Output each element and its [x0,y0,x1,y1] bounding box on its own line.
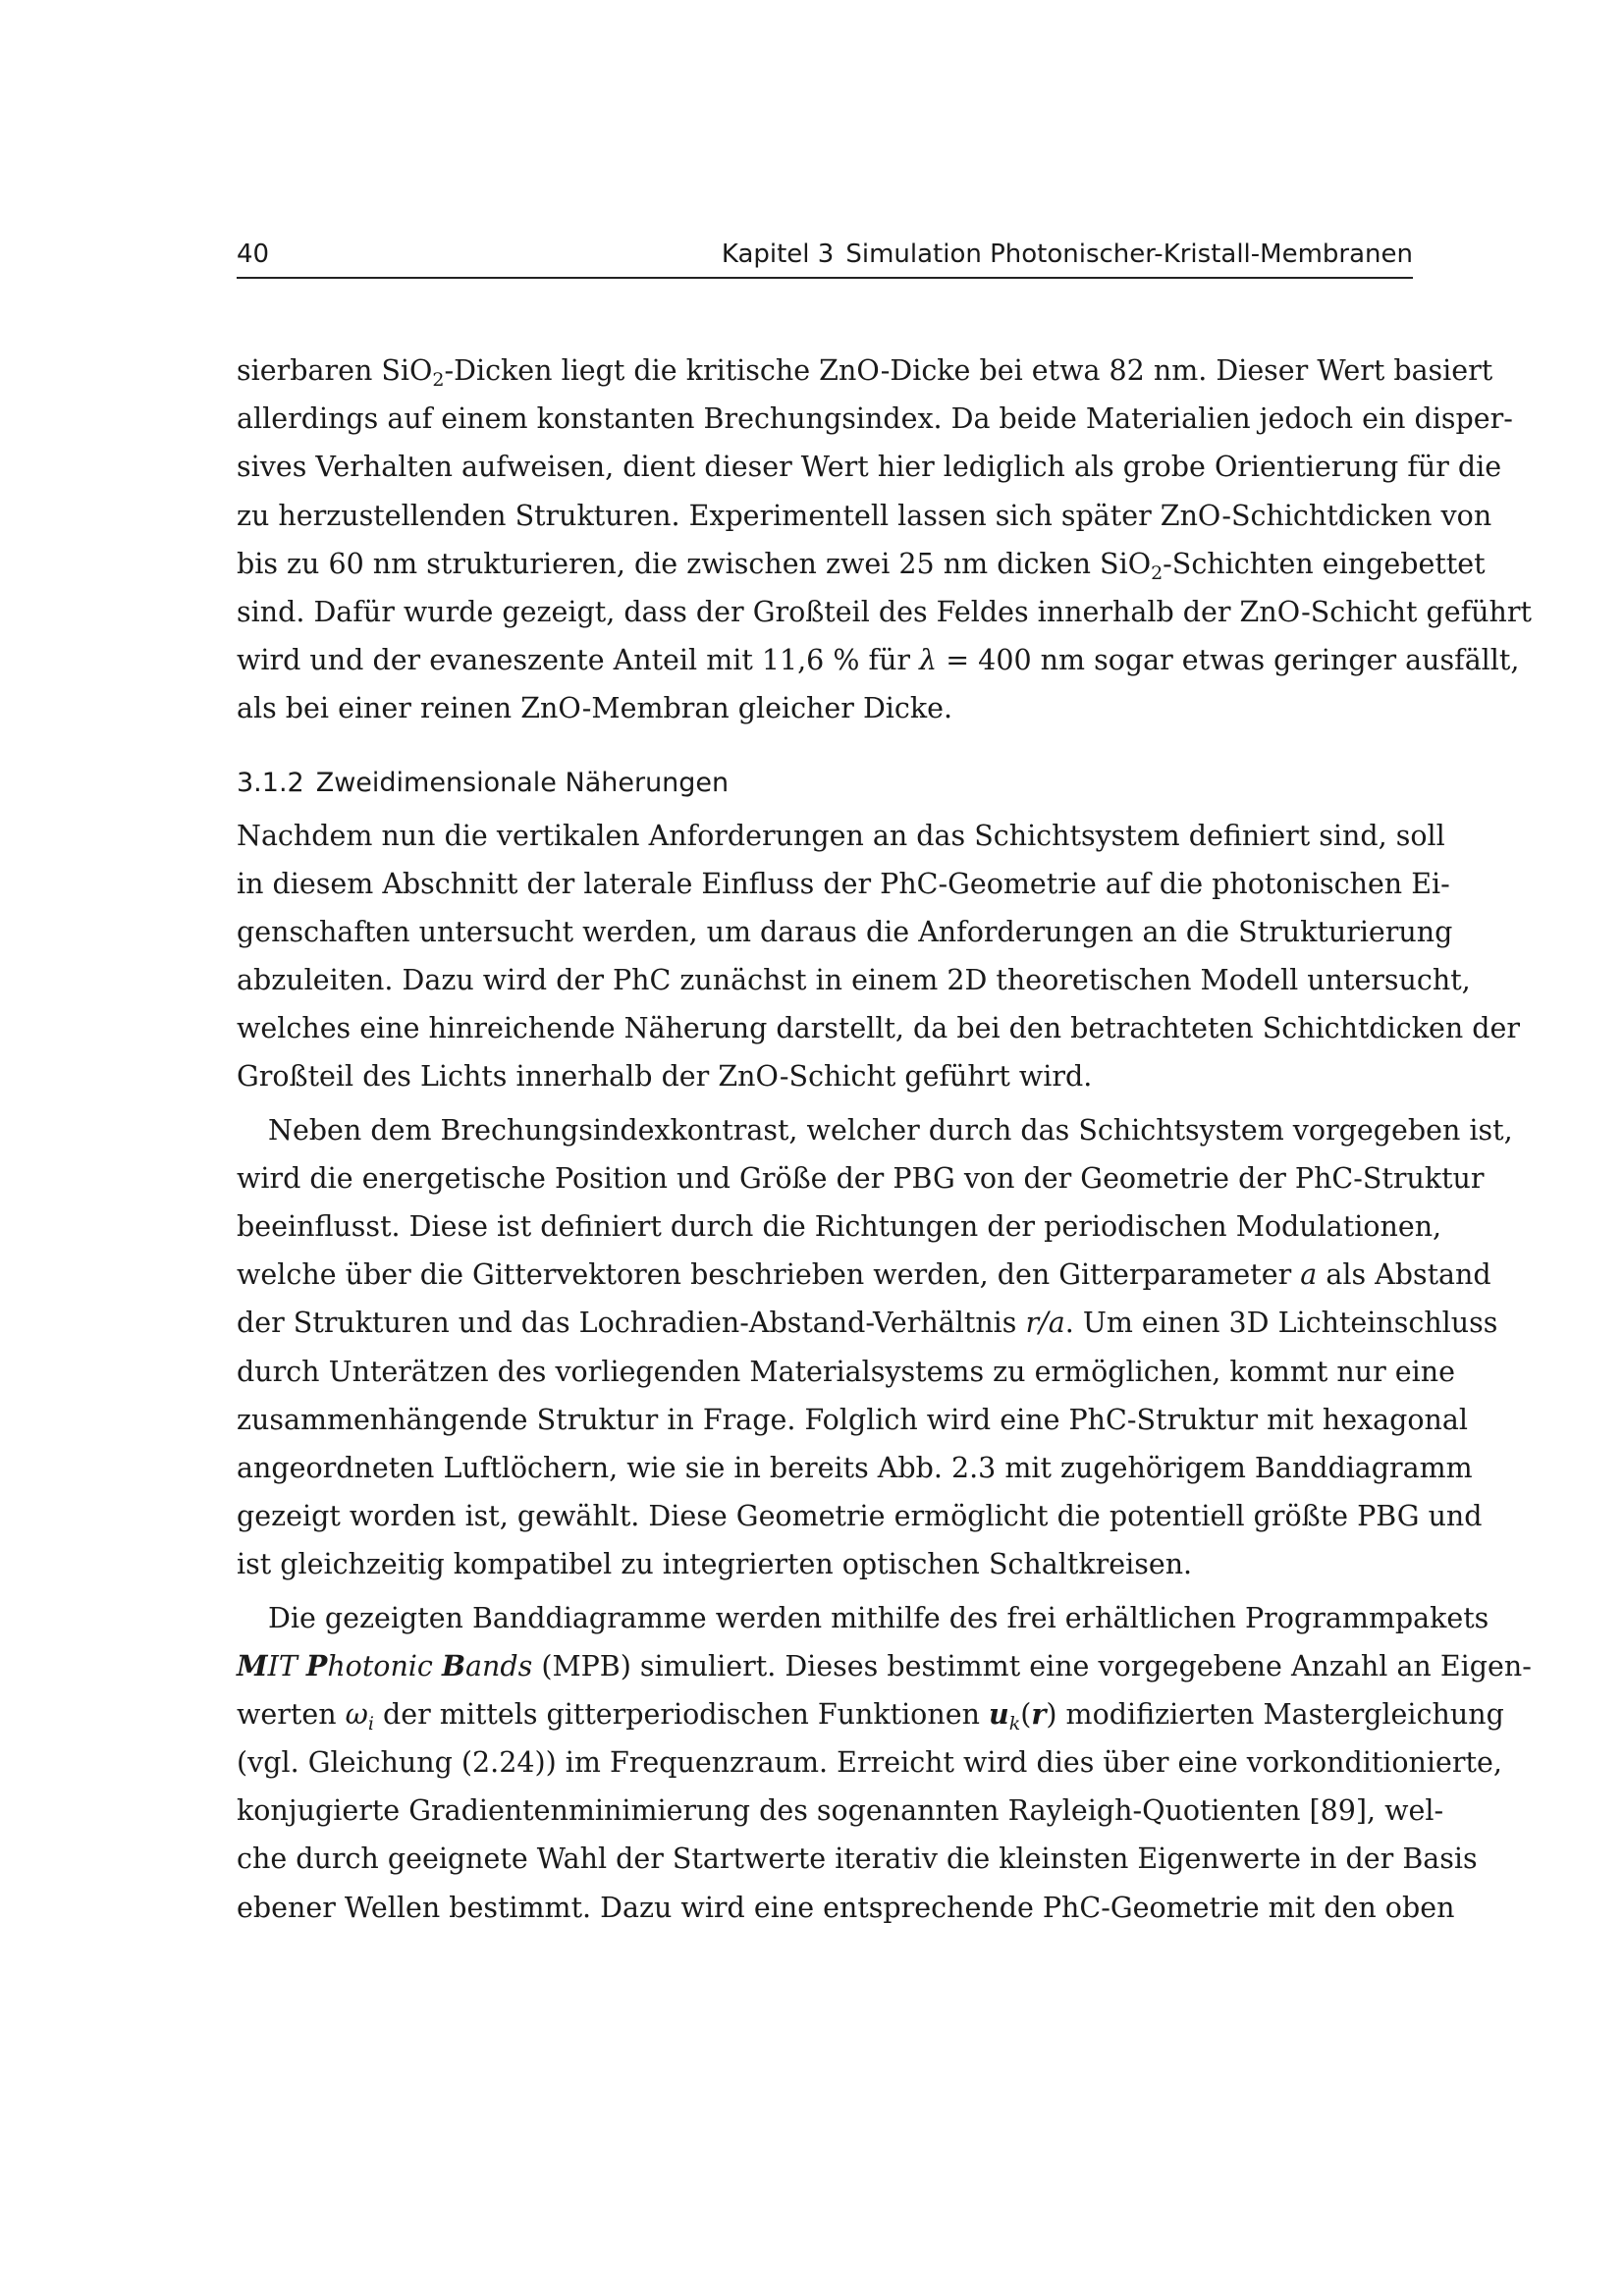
text-line: bis zu 60 nm strukturieren, die zwischen zwei 25 nm dicken SiO$_2$-Schichten eingebettet [237,547,1486,584]
paragraph-2 [237,812,1521,1101]
text-line: ist gleichzeitig kompatibel zu integrierten optischen Schaltkreisen. [237,1548,1193,1581]
page-number: 40 [237,240,270,269]
text-line: angeordneten Luftlöchern, wie sie in bereits Abb. 2.3 mit zugehörigem Banddiagramm [237,1451,1473,1484]
text-line: werten $\omega_i$ der mittels gitterperiodischen Funktionen $u_k(r)$ modifizierten Mastergleichung [237,1696,1504,1735]
chapter-heading [722,238,1413,271]
text-line: sives Verhalten aufweisen, dient dieser Wert hier lediglich als grobe Orientierung für die [237,451,1502,484]
text-line: (vgl. Gleichung (2.24)) im Frequenzraum. Erreicht wird dies über eine vorkonditionierte, [237,1746,1502,1780]
text-line: abzuleiten. Dazu wird der PhC zunächst in einem 2D theoretischen Modell untersucht, [237,964,1471,997]
section-heading [237,767,1413,800]
text-line: beeinflusst. Diese ist definiert durch die Richtungen der periodischen Modulationen, [237,1210,1442,1243]
text-line: che durch geeignete Wahl der Startwerte iterativ die kleinsten Eigenwerte in der Basis [237,1842,1478,1876]
text-line: sierbaren SiO$_2$-Dicken liegt die kritische ZnO-Dicke bei etwa 82 nm. Dieser Wert basiert [237,354,1493,391]
text-line: wird die energetische Position und Größe der PBG von der Geometrie der PhC-Struktur [237,1161,1485,1195]
chapter-title: Simulation Photonischer-Kristall-Membranen [845,240,1413,269]
chapter-label: Kapitel 3 [721,240,835,269]
text-line: allerdings auf einem konstanten Brechungsindex. Da beide Materialien jedoch ein disper- [237,402,1513,436]
text-line: welches eine hinreichende Näherung darstellt, da bei den betrachteten Schichtdicken der [237,1012,1521,1045]
text-line: durch Unterätzen des vorliegenden Materialsystems zu ermöglichen, kommt nur eine [237,1355,1455,1388]
text-line: wird und der evaneszente Anteil mit 11,6 % für λ = 400 nm sogar etwas geringer ausfällt, [237,644,1520,677]
section-number: 3.1.2 [237,767,304,798]
text-line: Die gezeigten Banddiagramme werden mithilfe des frei erhältlichen Programmpakets [268,1601,1489,1634]
paragraph-4 [237,1594,1532,1932]
running-header [237,238,1413,279]
paragraph-3 [237,1106,1513,1589]
text-line: als bei einer reinen ZnO-Membran gleicher Dicke. [237,692,953,725]
section-title: Zweidimensionale Näherungen [315,767,730,798]
text-line: der Strukturen und das Lochradien-Abstand-Verhältnis r/a. Um einen 3D Lichteinschluss [237,1307,1498,1340]
text-line: konjugierte Gradientenminimierung des sogenannten Rayleigh-Quotienten [89], wel- [237,1794,1444,1828]
text-line: Nachdem nun die vertikalen Anforderungen an das Schichtsystem definiert sind, soll [237,819,1445,852]
text-line: sind. Dafür wurde gezeigt, dass der Großteil des Feldes innerhalb der ZnO-Schicht geführt [237,595,1532,628]
text-line: zusammenhängende Struktur in Frage. Folglich wird eine PhC-Struktur mit hexagonal [237,1403,1468,1436]
text-line: Neben dem Brechungsindexkontrast, welcher durch das Schichtsystem vorgegeben ist, [268,1113,1513,1147]
body-text [237,347,1532,1932]
text-line: welche über die Gittervektoren beschrieben werden, den Gitterparameter a als Abstand [237,1258,1491,1292]
text-line: MIT Photonic Bands (MPB) simuliert. Dieses bestimmt eine vorgegebene Anzahl an Eigen- [237,1648,1532,1682]
paragraph-1 [237,347,1532,733]
text-line: ebener Wellen bestimmt. Dazu wird eine entsprechende PhC-Geometrie mit den oben [237,1891,1455,1924]
text-line: genschaften untersucht werden, um daraus die Anforderungen an die Strukturierung [237,915,1453,948]
text-line: zu herzustellenden Strukturen. Experimentell lassen sich später ZnO-Schichtdicken von [237,499,1492,532]
text-line: in diesem Abschnitt der laterale Einfluss der PhC-Geometrie auf die photonischen Ei- [237,867,1450,900]
text-line: Großteil des Lichts innerhalb der ZnO-Schicht geführt wird. [237,1060,1093,1094]
text-line: gezeigt worden ist, gewählt. Diese Geometrie ermöglicht die potentiell größte PBG und [237,1500,1483,1533]
